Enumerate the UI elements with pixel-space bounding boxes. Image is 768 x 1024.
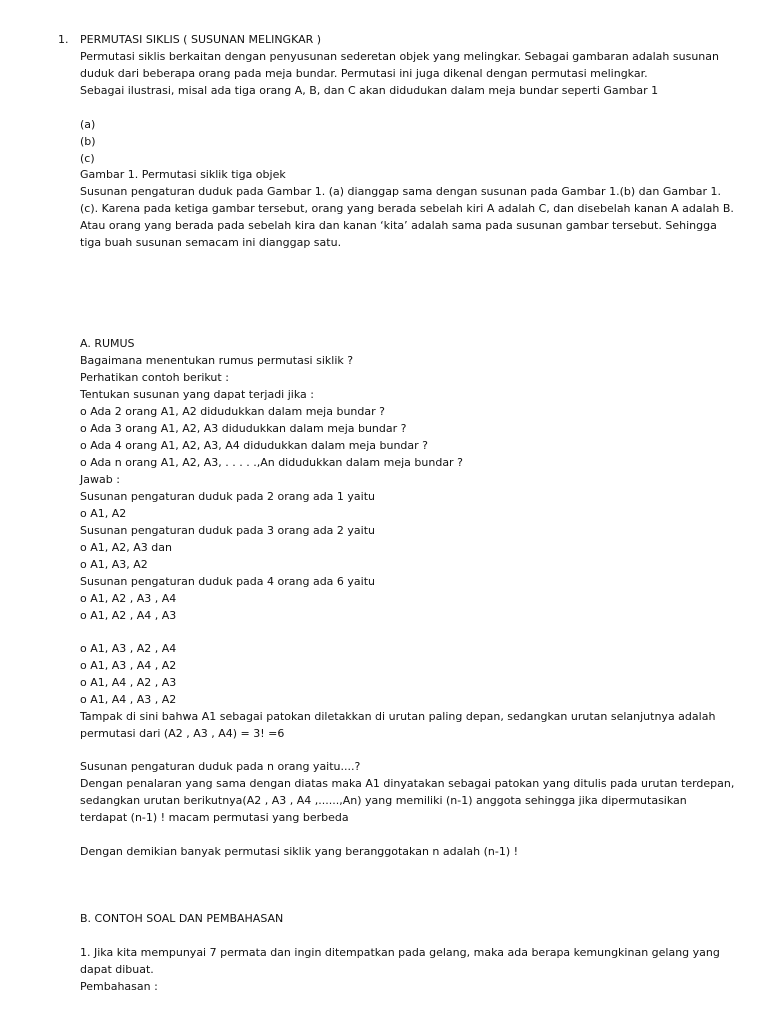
list-item: o A1, A2, A3 dan <box>80 541 172 554</box>
list-item: o A1, A3 , A4 , A2 <box>80 659 177 672</box>
text-line: Tentukan susunan yang dapat terjadi jika : <box>80 388 314 401</box>
text-line: permutasi dari (A2 , A3 , A4) = 3! =6 <box>80 727 285 740</box>
section-number: 1. <box>58 33 69 46</box>
list-item: o Ada 4 orang A1, A2, A3, A4 didudukkan dalam meja bundar ? <box>80 439 429 452</box>
paragraph-line: Atau orang yang berada pada sebelah kira dan kanan ‘kita’ adalah sama pada susunan gambar tersebut. Sehingga <box>80 219 717 232</box>
figure-label: (a) <box>80 118 96 131</box>
conclusion-line: Dengan demikian banyak permutasi siklik yang beranggotakan n adalah (n-1) ! <box>80 845 519 858</box>
list-item: o A1, A3 , A2 , A4 <box>80 642 177 655</box>
list-item: o A1, A2 , A4 , A3 <box>80 609 177 622</box>
contoh-heading: B. CONTOH SOAL DAN PEMBAHASAN <box>80 912 284 925</box>
text-line: Susunan pengaturan duduk pada 3 orang ada 2 yaitu <box>80 524 376 537</box>
answer-label: Pembahasan : <box>80 980 158 993</box>
list-item: o A1, A4 , A3 , A2 <box>80 693 177 706</box>
list-item: o A1, A3, A2 <box>80 558 148 571</box>
paragraph-line: Susunan pengaturan duduk pada Gambar 1. (a) dianggap sama dengan susunan pada Gambar 1.(b) dan Gambar 1. <box>80 185 722 198</box>
section-heading: PERMUTASI SIKLIS ( SUSUNAN MELINGKAR ) <box>80 33 322 46</box>
figure-label: (c) <box>80 152 95 165</box>
question-line: 1. Jika kita mempunyai 7 permata dan ingin ditempatkan pada gelang, maka ada berapa kemungkinan gelang yang <box>80 946 720 959</box>
paragraph-line: tiga buah susunan semacam ini dianggap satu. <box>80 236 342 249</box>
question-line: dapat dibuat. <box>80 963 154 976</box>
list-item: o A1, A2 <box>80 507 127 520</box>
text-line: Perhatikan contoh berikut : <box>80 371 229 384</box>
paragraph-line: duduk dari beberapa orang pada meja bundar. Permutasi ini juga dikenal dengan permutasi melingkar. <box>80 67 648 80</box>
text-line: Susunan pengaturan duduk pada n orang yaitu....? <box>80 760 361 773</box>
figure-caption: Gambar 1. Permutasi siklik tiga objek <box>80 168 286 181</box>
text-line: Jawab : <box>80 473 120 486</box>
list-item: o Ada 2 orang A1, A2 didudukkan dalam meja bundar ? <box>80 405 385 418</box>
text-line: Bagaimana menentukan rumus permutasi siklik ? <box>80 354 354 367</box>
text-line: Susunan pengaturan duduk pada 2 orang ada 1 yaitu <box>80 490 376 503</box>
text-line: terdapat (n-1) ! macam permutasi yang berbeda <box>80 811 349 824</box>
paragraph-line: Permutasi siklis berkaitan dengan penyusunan sederetan objek yang melingkar. Sebagai gambaran adalah susunan <box>80 50 719 63</box>
text-line: Susunan pengaturan duduk pada 4 orang ada 6 yaitu <box>80 575 376 588</box>
list-item: o A1, A4 , A2 , A3 <box>80 676 177 689</box>
paragraph-line: Sebagai ilustrasi, misal ada tiga orang A, B, dan C akan didudukan dalam meja bundar seperti Gambar 1 <box>80 84 659 97</box>
list-item: o Ada n orang A1, A2, A3, . . . . .,An didudukkan dalam meja bundar ? <box>80 456 463 469</box>
text-line: sedangkan urutan berikutnya(A2 , A3 , A4 ,......,An) yang memiliki (n-1) anggota sehingga jika dipermutasikan <box>80 794 687 807</box>
paragraph-line: (c). Karena pada ketiga gambar tersebut, orang yang berada sebelah kiri A adalah C, dan disebelah kanan A adalah B. <box>80 202 734 215</box>
list-item: o Ada 3 orang A1, A2, A3 didudukkan dalam meja bundar ? <box>80 422 407 435</box>
rumus-heading: A. RUMUS <box>80 337 135 350</box>
text-line: Tampak di sini bahwa A1 sebagai patokan diletakkan di urutan paling depan, sedangkan urutan selanjutnya adalah <box>80 710 716 723</box>
text-line: Dengan penalaran yang sama dengan diatas maka A1 dinyatakan sebagai patokan yang ditulis pada urutan terdepan, <box>80 777 735 790</box>
list-item: o A1, A2 , A3 , A4 <box>80 592 177 605</box>
figure-label: (b) <box>80 135 96 148</box>
